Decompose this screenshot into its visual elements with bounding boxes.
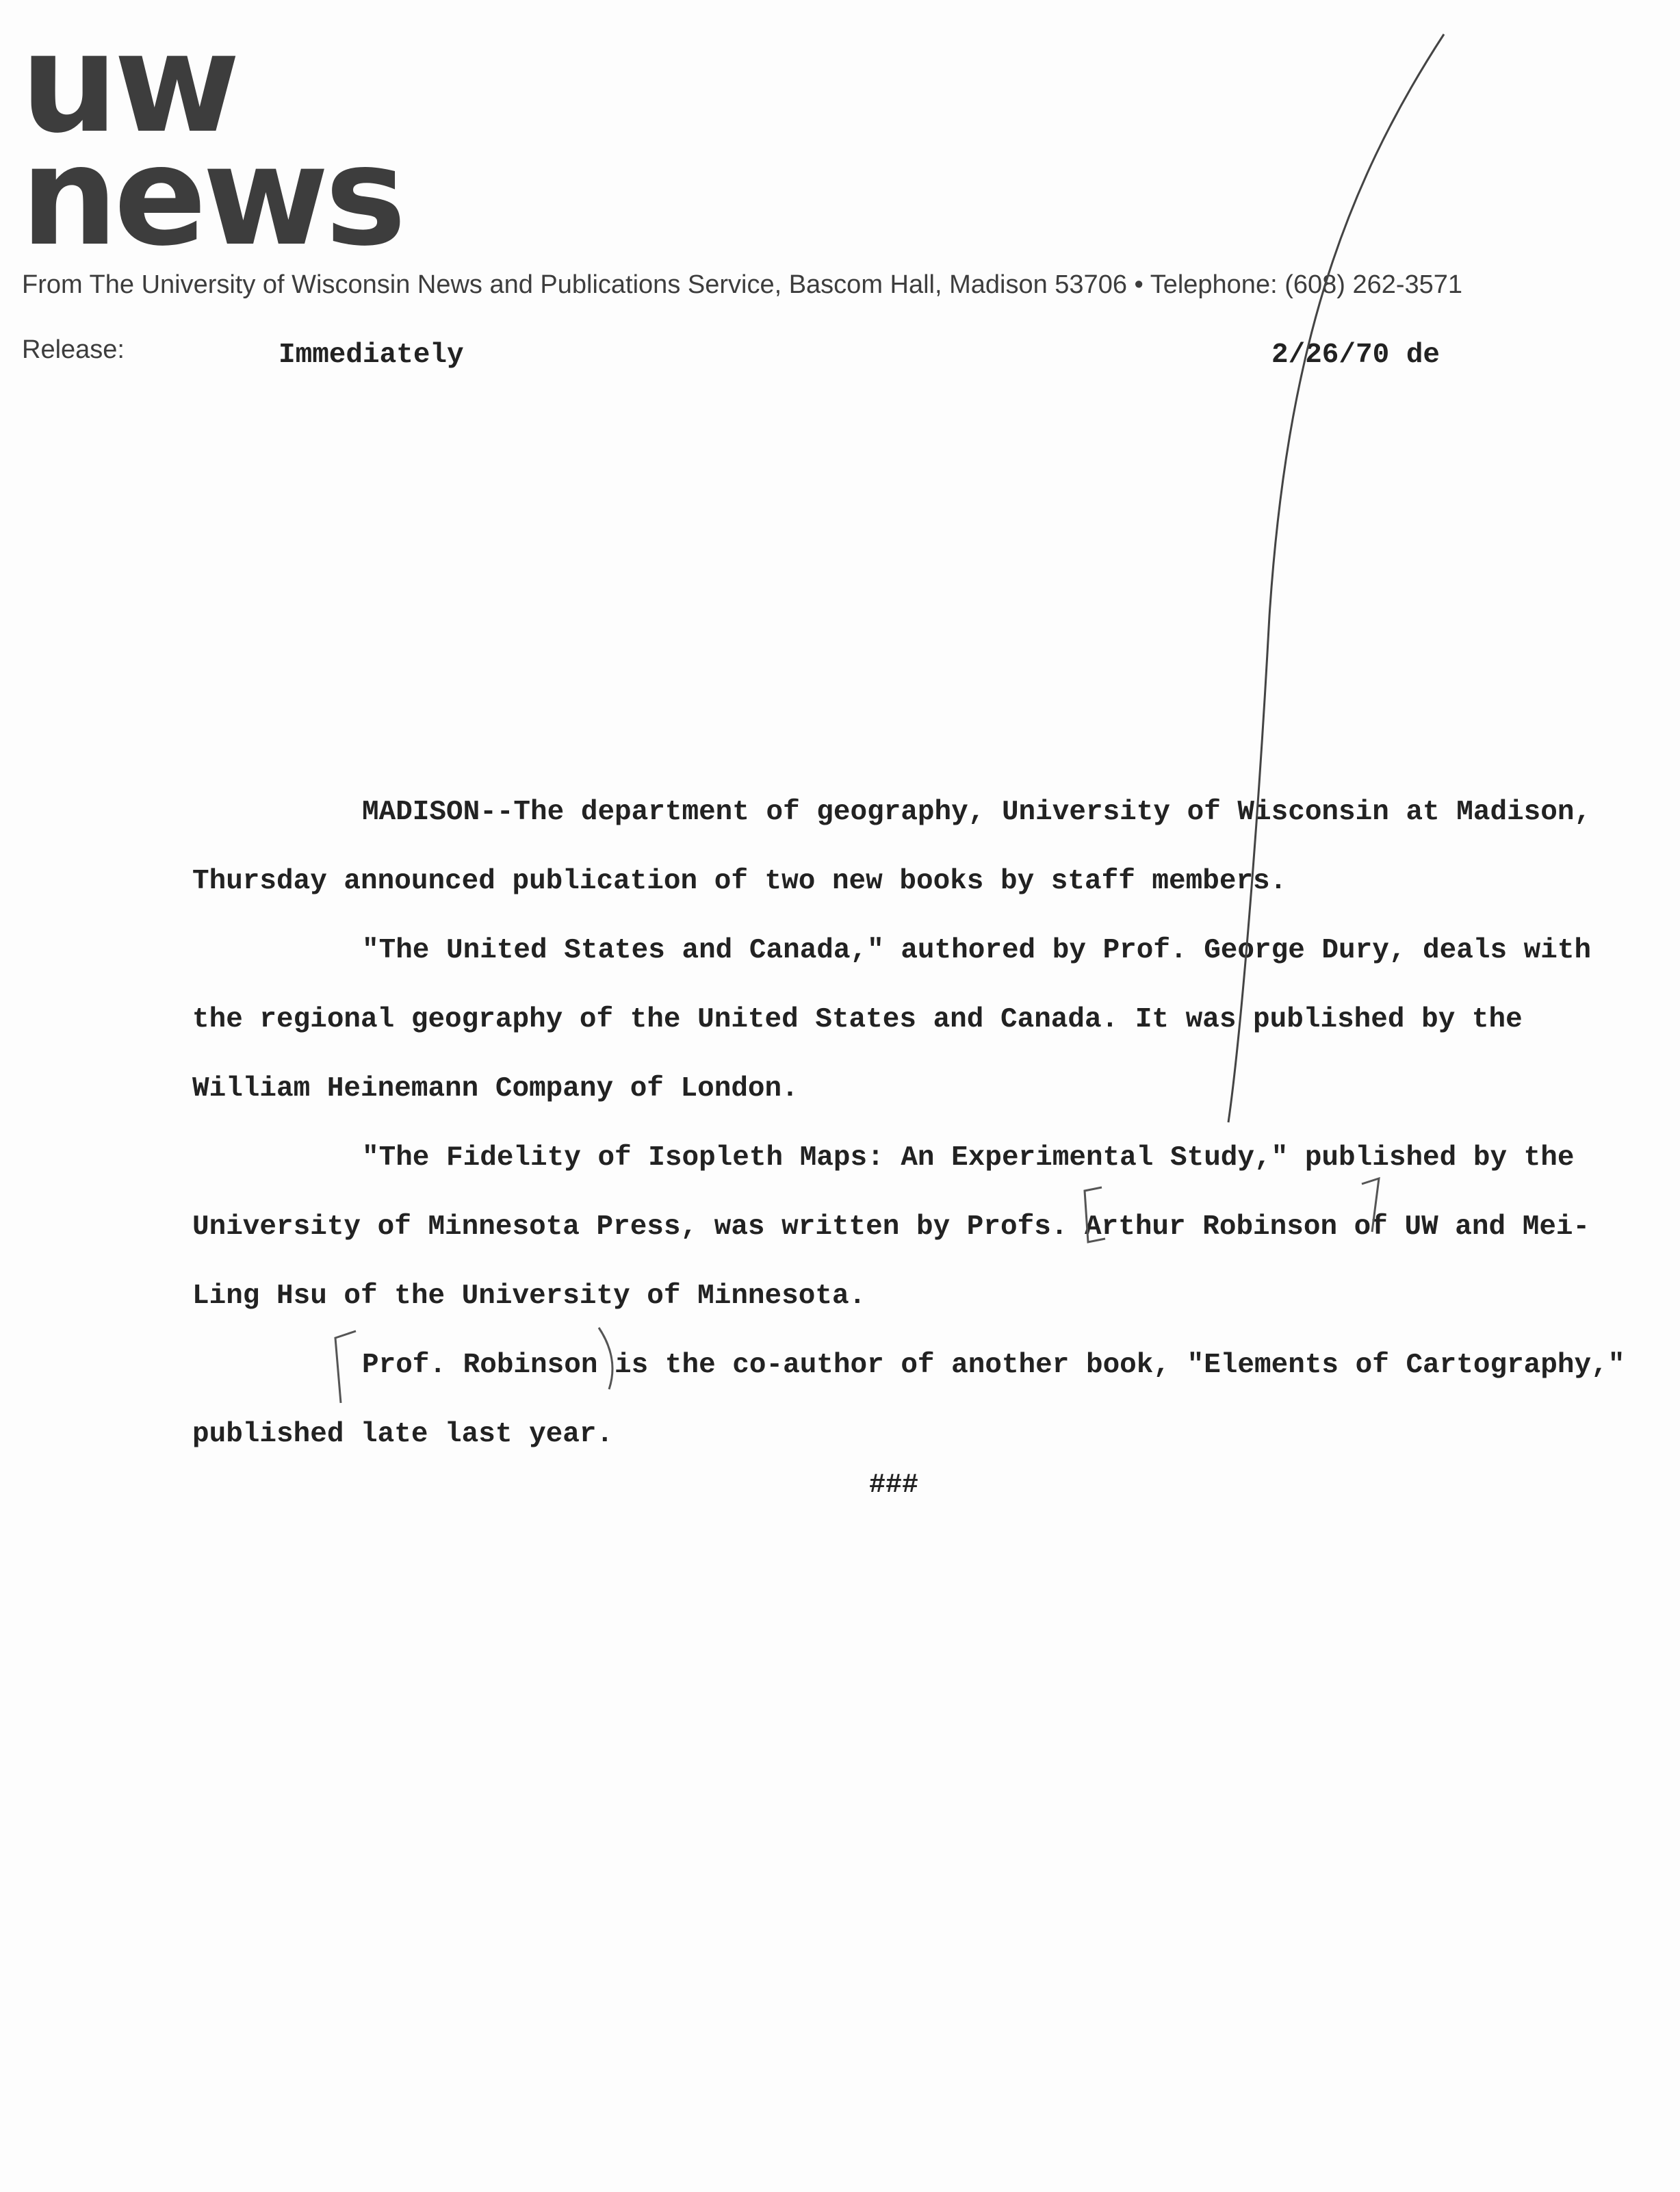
paragraph-1: MADISON--The department of geography, University of Wisconsin at Madison, Thursday announced publication of two new books by staff members. (192, 797, 1592, 897)
logo-line-news: news (21, 117, 402, 276)
date-code: 2/26/70 de (1271, 339, 1440, 371)
logo-line-uw: uw (21, 4, 237, 164)
paragraph-4: Prof. Robinson is the co-author of another book, "Elements of Cartography," published late last year. (192, 1350, 1625, 1450)
paragraph-3: "The Fidelity of Isopleth Maps: An Experimental Study," published by the University of Minnesota Press, was written by Profs. Arthur Robinson of UW and Mei-Ling Hsu of the University of Minnesota. (192, 1142, 1590, 1312)
uw-news-logo (21, 4, 402, 276)
end-mark: ### (869, 1470, 919, 1501)
release-value: Immediately (279, 339, 464, 371)
paragraph-2: "The United States and Canada," authored by Prof. George Dury, deals with the regional geography of the United States and Canada. It was published by the William Heinemann Company of London. (192, 935, 1592, 1105)
letterhead-address: From The University of Wisconsin News and Publications Service, Bascom Hall, Madison 53706 • Telephone: (608) 262-3571 (22, 270, 1463, 299)
press-release-body (192, 778, 1629, 1469)
release-label: Release: (22, 335, 125, 364)
